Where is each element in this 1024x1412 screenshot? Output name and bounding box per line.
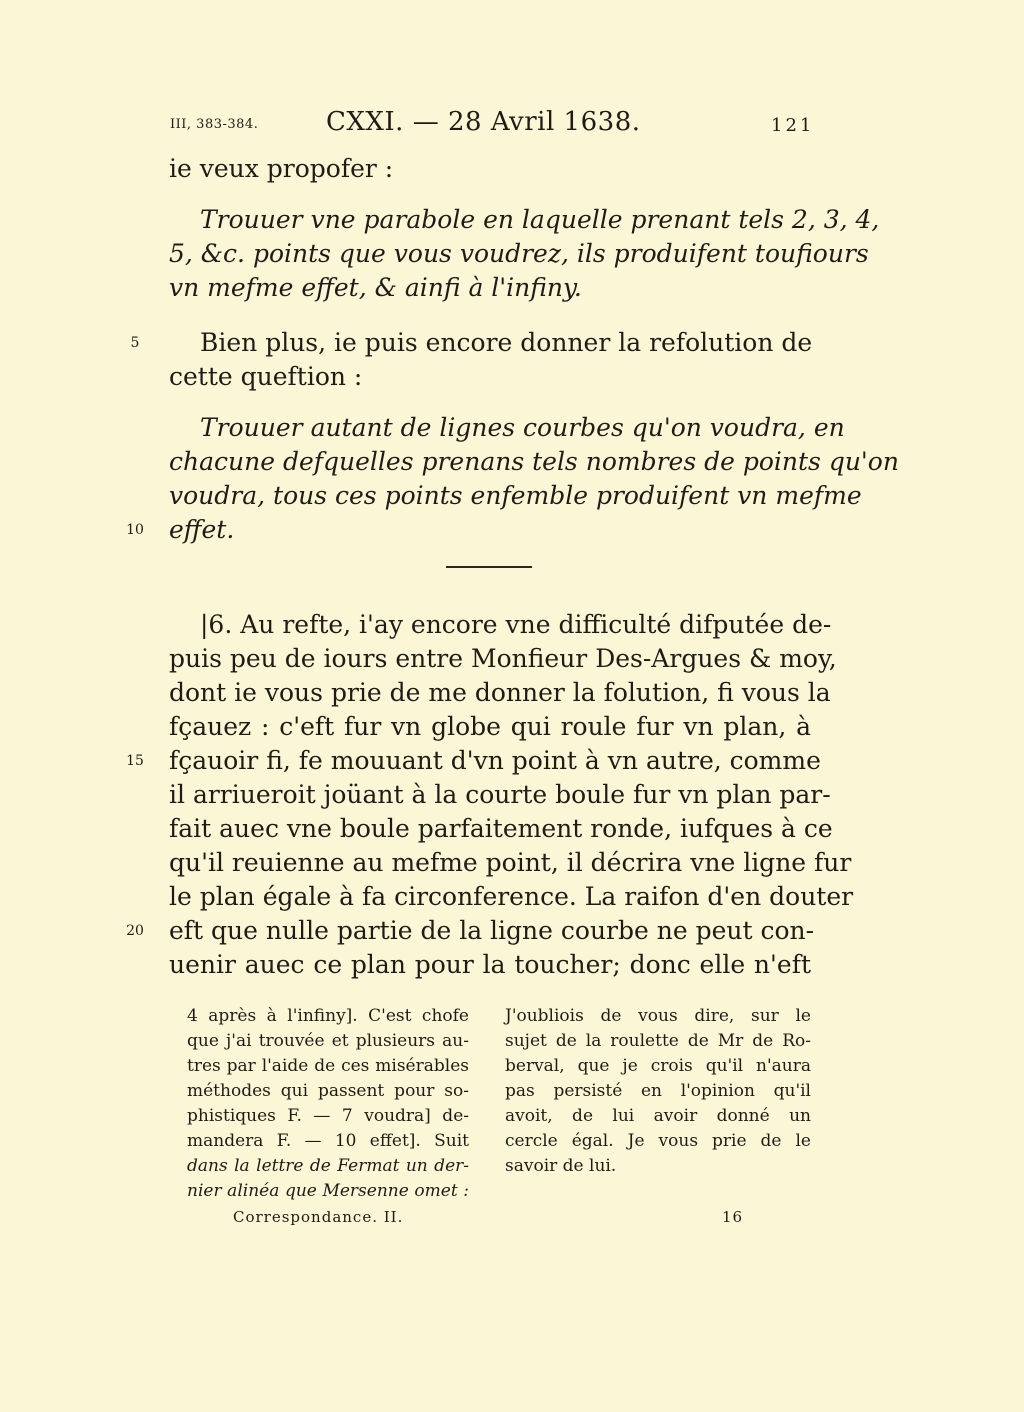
running-head: [0, 107, 1024, 141]
note-line: avoit, de lui avoir donné un: [505, 1106, 811, 1126]
note-line: pas persisté en l'opinion qu'il: [505, 1081, 811, 1101]
text-line: fçauoir fi, fe mouuant d'vn point à vn autre, comme: [169, 746, 821, 775]
note-line: méthodes qui passent pour so-: [187, 1081, 469, 1101]
text-line: qu'il reuienne au mefme point, il décrira vne ligne fur: [169, 848, 852, 877]
note-line: que j'ai trouvée et plusieurs au-: [187, 1031, 469, 1051]
text-line: vn mefme effet, & ainfi à l'infiny.: [169, 273, 582, 302]
text-line: fait auec vne boule parfaitement ronde, iufques à ce: [169, 814, 833, 843]
text-line: Bien plus, ie puis encore donner la refolution de: [200, 328, 813, 357]
line-number: 20: [126, 923, 144, 939]
note-line: tres par l'aide de ces misérables: [187, 1056, 469, 1076]
note-line: berval, que je crois qu'il n'aura: [505, 1056, 811, 1076]
line-number: 5: [130, 335, 140, 351]
note-line: J'oubliois de vous dire, sur le: [505, 1006, 811, 1026]
text-line: Trouuer vne parabole en laquelle prenant tels 2, 3, 4,: [200, 205, 880, 234]
text-line: chacune defquelles prenans tels nombres de points qu'on: [169, 447, 899, 476]
text-line: dont ie vous prie de me donner la folution, fi vous la: [169, 678, 831, 707]
note-line: phistiques F. — 7 voudra] de-: [187, 1106, 469, 1126]
text-line: fçauez : c'eft fur vn globe qui roule fur vn plan, à: [169, 712, 811, 741]
section-divider: [446, 566, 532, 568]
letter-heading: CXXI. — 28 Avril 1638.: [326, 107, 641, 137]
text-line: eft que nulle partie de la ligne courbe ne peut con-: [169, 916, 815, 945]
line-number: 15: [126, 753, 144, 769]
text-line: il arriueroit joüant à la courte boule fur vn plan par-: [169, 780, 831, 809]
note-line: dans la lettre de Fermat un der-: [187, 1156, 469, 1176]
text-line: |6. Au refte, i'ay encore vne difficulté difputée de-: [200, 610, 832, 639]
note-line: savoir de lui.: [505, 1156, 617, 1176]
text-line: voudra, tous ces points enfemble produifent vn mefme: [169, 481, 862, 510]
page-number: 121: [771, 115, 815, 136]
text-line: le plan égale à fa circonference. La raifon d'en douter: [169, 882, 854, 911]
volume-reference: III, 383-384.: [170, 117, 259, 132]
text-line: puis peu de iours entre Monfieur Des-Argues & moy,: [169, 644, 837, 673]
text-line: ie veux propofer :: [169, 154, 394, 183]
note-line: nier alinéa que Mersenne omet :: [187, 1181, 469, 1201]
line-number: 10: [126, 522, 144, 538]
note-line: mandera F. — 10 effet]. Suit: [187, 1131, 469, 1151]
note-line: sujet de la roulette de Mr de Ro-: [505, 1031, 811, 1051]
text-line: effet.: [169, 515, 235, 544]
text-line: Trouuer autant de lignes courbes qu'on voudra, en: [200, 413, 845, 442]
note-line: cercle égal. Je vous prie de le: [505, 1131, 811, 1151]
text-line: uenir auec ce plan pour la toucher; donc elle n'eft: [169, 950, 811, 979]
signature-mark: Correspondance. II.: [233, 1208, 404, 1226]
note-line: 4 après à l'infiny]. C'est chofe: [187, 1006, 469, 1026]
signature-number: 16: [722, 1208, 744, 1226]
text-line: 5, &c. points que vous voudrez, ils produifent toufiours: [169, 239, 869, 268]
text-line: cette queftion :: [169, 362, 363, 391]
